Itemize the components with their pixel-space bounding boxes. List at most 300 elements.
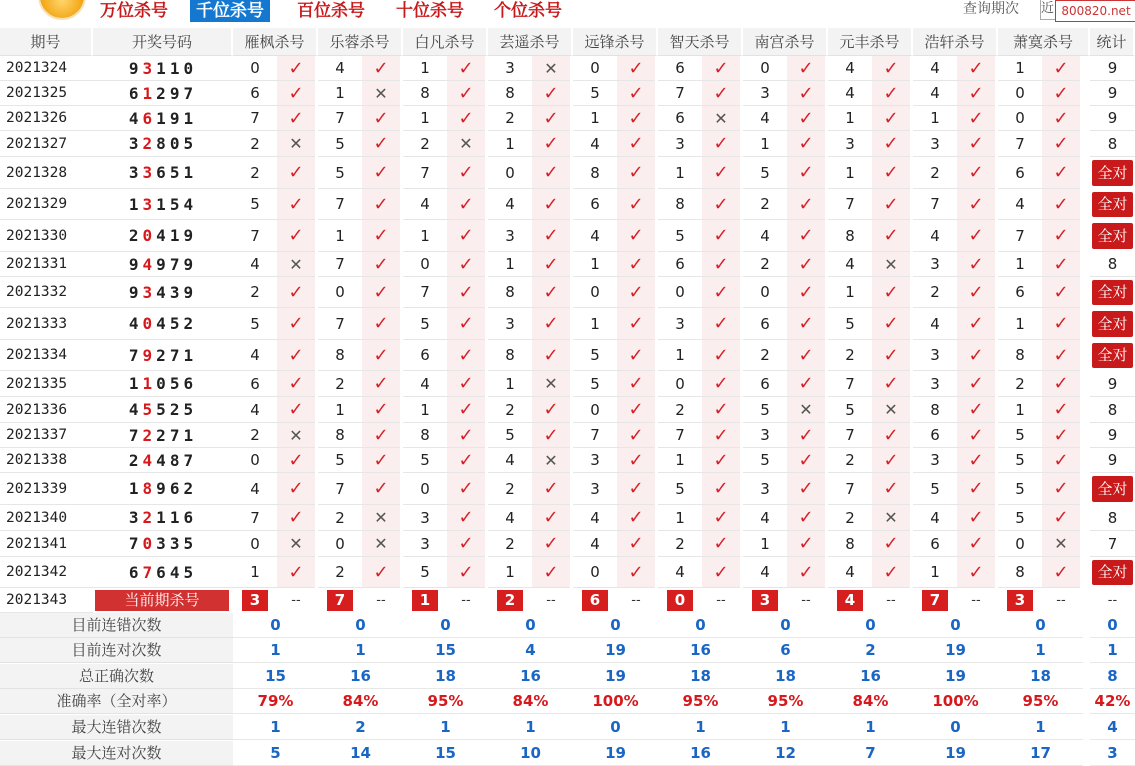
cross-icon: ✕ <box>872 397 910 423</box>
kill-value: 4 <box>488 189 532 220</box>
draw-digit: 1 <box>156 109 170 128</box>
current-kill-placeholder: -- <box>801 593 811 608</box>
check-icon: ✓ <box>532 131 570 157</box>
summary-label: 最大连错次数 <box>0 715 233 740</box>
draw-digit: 4 <box>156 314 170 333</box>
cross-icon: ✕ <box>1042 531 1080 557</box>
kill-value: 6 <box>658 106 702 131</box>
period-cell: 2021326 <box>0 106 93 131</box>
draw-digit: 6 <box>156 563 170 582</box>
draw-digit: 1 <box>183 163 198 182</box>
tab-ge-kill[interactable]: 个位杀号 <box>494 1 562 21</box>
check-icon: ✓ <box>872 423 910 448</box>
summary-label: 准确率（全对率） <box>0 689 233 714</box>
kill-value: 2 <box>488 531 532 557</box>
check-icon: ✓ <box>957 277 995 308</box>
check-icon: ✓ <box>277 56 315 81</box>
summary-value: 16 <box>488 664 573 689</box>
draw-digit: 2 <box>183 479 198 498</box>
kill-value: 6 <box>743 371 787 397</box>
check-icon: ✓ <box>447 423 485 448</box>
kill-value: 2 <box>658 397 702 423</box>
current-kill-label: 当前期杀号 <box>95 590 229 611</box>
draw-digit: 6 <box>183 508 198 527</box>
kill-value: 7 <box>403 277 447 308</box>
check-icon: ✓ <box>362 189 400 220</box>
kill-value: 5 <box>403 557 447 588</box>
check-icon: ✓ <box>957 106 995 131</box>
kill-value: 2 <box>233 277 277 308</box>
draw-digit: 9 <box>183 255 198 274</box>
draw-digit-highlight: 0 <box>142 226 157 245</box>
kill-value: 1 <box>318 220 362 252</box>
summary-value: 0 <box>743 613 828 638</box>
check-icon: ✓ <box>447 397 485 423</box>
kill-value: 8 <box>828 220 872 252</box>
kill-value: 6 <box>743 308 787 340</box>
check-icon: ✓ <box>1042 423 1080 448</box>
kill-value: 4 <box>913 81 957 106</box>
period-cell: 2021331 <box>0 252 93 277</box>
current-period: 2021343 <box>0 588 93 613</box>
current-kill-number: 2 <box>497 590 523 611</box>
summary-value: 95% <box>403 689 488 714</box>
draw-digit: 1 <box>156 508 170 527</box>
summary-value: 0 <box>573 715 658 740</box>
header-expert: 白凡杀号 <box>403 28 488 56</box>
period-cell: 2021341 <box>0 531 93 557</box>
current-kill-placeholder: -- <box>1056 593 1066 608</box>
check-icon: ✓ <box>447 531 485 557</box>
check-icon: ✓ <box>362 131 400 157</box>
check-icon: ✓ <box>957 81 995 106</box>
summary-value: 19 <box>573 741 658 766</box>
check-icon: ✓ <box>787 220 825 252</box>
cross-icon: ✕ <box>277 531 315 557</box>
kill-value: 5 <box>233 308 277 340</box>
check-icon: ✓ <box>957 340 995 371</box>
summary-value: 15 <box>233 664 318 689</box>
kill-value: 1 <box>828 157 872 189</box>
draw-digit: 9 <box>169 84 184 103</box>
draw-digit-highlight: 1 <box>142 84 157 103</box>
tab-wan-kill[interactable]: 万位杀号 <box>100 1 168 21</box>
kill-value: 7 <box>403 157 447 189</box>
kill-value: 3 <box>913 448 957 473</box>
check-icon: ✓ <box>702 473 740 505</box>
check-icon: ✓ <box>447 189 485 220</box>
stat-count: 9 <box>1090 371 1135 397</box>
summary-value: 95% <box>658 689 743 714</box>
summary-value: 0 <box>318 613 403 638</box>
tab-shi-kill[interactable]: 十位杀号 <box>396 1 464 21</box>
check-icon: ✓ <box>957 448 995 473</box>
kill-value: 8 <box>998 340 1042 371</box>
check-icon: ✓ <box>277 81 315 106</box>
check-icon: ✓ <box>702 157 740 189</box>
check-icon: ✓ <box>447 448 485 473</box>
draw-digit: 7 <box>183 451 198 470</box>
period-cell: 2021330 <box>0 220 93 252</box>
check-icon: ✓ <box>617 308 655 340</box>
check-icon: ✓ <box>702 557 740 588</box>
kill-value: 0 <box>743 277 787 308</box>
check-icon: ✓ <box>532 81 570 106</box>
check-icon: ✓ <box>957 131 995 157</box>
check-icon: ✓ <box>617 56 655 81</box>
kill-value: 7 <box>233 505 277 531</box>
kill-value: 2 <box>233 423 277 448</box>
period-cell: 2021332 <box>0 277 93 308</box>
check-icon: ✓ <box>872 81 910 106</box>
kill-value: 6 <box>403 340 447 371</box>
draw-digit: 1 <box>183 346 198 365</box>
kill-value: 1 <box>573 308 617 340</box>
draw-digit: 3 <box>128 134 143 153</box>
kill-value: 3 <box>743 423 787 448</box>
check-icon: ✓ <box>787 557 825 588</box>
kill-value: 3 <box>488 308 532 340</box>
summary-value: 19 <box>573 664 658 689</box>
summary-value: 1 <box>1090 638 1135 663</box>
draw-number <box>93 308 233 340</box>
summary-value: 15 <box>403 638 488 663</box>
kill-value: 5 <box>403 308 447 340</box>
kill-value: 1 <box>658 340 702 371</box>
draw-digit: 2 <box>169 400 184 419</box>
summary-value: 19 <box>573 638 658 663</box>
check-icon: ✓ <box>872 189 910 220</box>
kill-value: 1 <box>998 252 1042 277</box>
all-correct-badge: 全对 <box>1092 311 1133 337</box>
kill-value: 5 <box>998 423 1042 448</box>
check-icon: ✓ <box>787 157 825 189</box>
check-icon: ✓ <box>787 340 825 371</box>
kill-value: 8 <box>998 557 1042 588</box>
draw-number <box>93 448 233 473</box>
header-expert: 芸遥杀号 <box>488 28 573 56</box>
check-icon: ✓ <box>702 423 740 448</box>
draw-digit: 6 <box>128 84 143 103</box>
check-icon: ✓ <box>957 423 995 448</box>
check-icon: ✓ <box>787 423 825 448</box>
check-icon: ✓ <box>447 56 485 81</box>
header-expert: 南宫杀号 <box>743 28 828 56</box>
check-icon: ✓ <box>957 252 995 277</box>
summary-value: 19 <box>913 664 998 689</box>
summary-value: 100% <box>913 689 998 714</box>
draw-digit: 9 <box>183 283 198 302</box>
kill-value: 1 <box>488 252 532 277</box>
kill-value: 2 <box>743 252 787 277</box>
kill-value: 4 <box>403 371 447 397</box>
cross-icon: ✕ <box>532 448 570 473</box>
kill-value: 4 <box>573 131 617 157</box>
summary-label: 总正确次数 <box>0 664 233 689</box>
kill-value: 0 <box>488 157 532 189</box>
kill-value: 5 <box>318 157 362 189</box>
kill-value: 1 <box>573 252 617 277</box>
kill-value: 6 <box>998 277 1042 308</box>
stat-count: 9 <box>1090 448 1135 473</box>
kill-value: 0 <box>573 557 617 588</box>
period-cell: 2021338 <box>0 448 93 473</box>
period-cell: 2021342 <box>0 557 93 588</box>
summary-value: 0 <box>913 715 998 740</box>
kill-value: 1 <box>743 531 787 557</box>
kill-value: 0 <box>318 531 362 557</box>
draw-digit: 5 <box>183 563 198 582</box>
kill-value: 4 <box>488 505 532 531</box>
all-correct-badge: 全对 <box>1092 223 1133 249</box>
check-icon: ✓ <box>617 473 655 505</box>
check-icon: ✓ <box>362 157 400 189</box>
kill-value: 1 <box>403 56 447 81</box>
check-icon: ✓ <box>787 448 825 473</box>
summary-value: 18 <box>658 664 743 689</box>
draw-digit: 7 <box>128 534 143 553</box>
check-icon: ✓ <box>872 308 910 340</box>
period-cell: 2021324 <box>0 56 93 81</box>
check-icon: ✓ <box>787 531 825 557</box>
draw-digit-highlight: 3 <box>142 163 157 182</box>
draw-number <box>93 423 233 448</box>
draw-digit: 1 <box>169 226 184 245</box>
summary-value: 4 <box>1090 715 1135 740</box>
kill-value: 0 <box>998 531 1042 557</box>
draw-digit: 5 <box>183 134 198 153</box>
draw-digit: 1 <box>183 426 198 445</box>
check-icon: ✓ <box>447 252 485 277</box>
kill-value: 1 <box>998 308 1042 340</box>
check-icon: ✓ <box>277 189 315 220</box>
check-icon: ✓ <box>447 106 485 131</box>
kill-value: 5 <box>403 448 447 473</box>
kill-value: 5 <box>998 448 1042 473</box>
draw-number <box>93 252 233 277</box>
check-icon: ✓ <box>447 220 485 252</box>
kill-value: 3 <box>913 371 957 397</box>
kill-value: 2 <box>318 557 362 588</box>
kill-value: 6 <box>233 81 277 106</box>
draw-digit: 1 <box>183 109 198 128</box>
kill-value: 4 <box>573 220 617 252</box>
summary-value: 16 <box>828 664 913 689</box>
check-icon: ✓ <box>702 56 740 81</box>
summary-value: 19 <box>913 638 998 663</box>
check-icon: ✓ <box>787 56 825 81</box>
kill-value: 0 <box>998 81 1042 106</box>
kill-value: 4 <box>403 189 447 220</box>
kill-value: 7 <box>318 473 362 505</box>
draw-digit-highlight: 3 <box>142 59 157 78</box>
summary-value: 1 <box>743 715 828 740</box>
draw-digit: 7 <box>128 426 143 445</box>
period-cell: 2021328 <box>0 157 93 189</box>
kill-value: 8 <box>913 397 957 423</box>
kill-value: 2 <box>828 340 872 371</box>
check-icon: ✓ <box>702 308 740 340</box>
check-icon: ✓ <box>617 531 655 557</box>
check-icon: ✓ <box>532 308 570 340</box>
draw-digit: 5 <box>169 163 184 182</box>
draw-digit: 4 <box>156 283 170 302</box>
draw-digit: 3 <box>128 163 143 182</box>
draw-digit: 5 <box>183 400 198 419</box>
draw-number <box>93 397 233 423</box>
draw-number <box>93 81 233 106</box>
check-icon: ✓ <box>957 531 995 557</box>
draw-digit-highlight: 5 <box>142 400 157 419</box>
check-icon: ✓ <box>957 371 995 397</box>
summary-value: 10 <box>488 741 573 766</box>
kill-value: 4 <box>658 557 702 588</box>
check-icon: ✓ <box>1042 106 1080 131</box>
kill-value: 6 <box>913 531 957 557</box>
check-icon: ✓ <box>277 448 315 473</box>
check-icon: ✓ <box>617 448 655 473</box>
check-icon: ✓ <box>787 131 825 157</box>
kill-value: 1 <box>658 505 702 531</box>
draw-number <box>93 371 233 397</box>
draw-digit: 1 <box>169 59 184 78</box>
stat-count: 9 <box>1090 56 1135 81</box>
stat-count: 9 <box>1090 106 1135 131</box>
draw-digit: 4 <box>128 109 143 128</box>
cross-icon: ✕ <box>872 252 910 277</box>
stat-count: 8 <box>1090 397 1135 423</box>
check-icon: ✓ <box>1042 252 1080 277</box>
check-icon: ✓ <box>277 308 315 340</box>
kill-value: 7 <box>658 423 702 448</box>
kill-value: 8 <box>488 81 532 106</box>
kill-value: 0 <box>573 56 617 81</box>
period-cell: 2021325 <box>0 81 93 106</box>
draw-digit: 2 <box>128 226 143 245</box>
kill-value: 7 <box>318 106 362 131</box>
check-icon: ✓ <box>277 106 315 131</box>
check-icon: ✓ <box>532 423 570 448</box>
all-correct-badge: 全对 <box>1092 192 1133 217</box>
kill-value: 4 <box>913 56 957 81</box>
all-correct-badge: 全对 <box>1092 280 1133 305</box>
current-kill-placeholder: -- <box>291 593 301 608</box>
kill-value: 7 <box>998 131 1042 157</box>
current-kill-number: 6 <box>582 590 608 611</box>
kill-value: 4 <box>828 56 872 81</box>
query-period-select[interactable]: 近 <box>1040 0 1060 20</box>
current-kill-placeholder: -- <box>376 593 386 608</box>
all-correct-badge: 全对 <box>1092 476 1133 502</box>
summary-value: 15 <box>403 741 488 766</box>
check-icon: ✓ <box>702 340 740 371</box>
draw-digit: 2 <box>156 346 170 365</box>
kill-value: 4 <box>743 106 787 131</box>
draw-digit-highlight: 2 <box>142 426 157 445</box>
kill-value: 2 <box>828 448 872 473</box>
check-icon: ✓ <box>617 131 655 157</box>
stat-count: 9 <box>1090 423 1135 448</box>
summary-value: 16 <box>658 638 743 663</box>
tab-bai-kill[interactable]: 百位杀号 <box>297 1 365 21</box>
kill-value: 2 <box>233 131 277 157</box>
check-icon: ✓ <box>787 189 825 220</box>
summary-value: 0 <box>233 613 318 638</box>
check-icon: ✓ <box>447 81 485 106</box>
check-icon: ✓ <box>362 220 400 252</box>
current-kill-number: 7 <box>922 590 948 611</box>
check-icon: ✓ <box>617 277 655 308</box>
kill-value: 1 <box>658 157 702 189</box>
check-icon: ✓ <box>447 308 485 340</box>
check-icon: ✓ <box>787 106 825 131</box>
draw-number <box>93 531 233 557</box>
draw-digit: 4 <box>128 314 143 333</box>
cross-icon: ✕ <box>532 371 570 397</box>
draw-digit: 3 <box>169 283 184 302</box>
check-icon: ✓ <box>362 252 400 277</box>
draw-number <box>93 189 233 220</box>
summary-value: 7 <box>828 741 913 766</box>
kill-value: 1 <box>318 397 362 423</box>
draw-digit: 6 <box>156 163 170 182</box>
kill-value: 7 <box>828 189 872 220</box>
kill-value: 7 <box>318 189 362 220</box>
draw-digit: 7 <box>169 346 184 365</box>
kill-value: 4 <box>913 220 957 252</box>
current-kill-number: 1 <box>412 590 438 611</box>
kill-value: 3 <box>658 308 702 340</box>
period-cell: 2021336 <box>0 397 93 423</box>
kill-value: 7 <box>658 81 702 106</box>
kill-value: 3 <box>828 131 872 157</box>
check-icon: ✓ <box>1042 81 1080 106</box>
kill-value: 4 <box>573 531 617 557</box>
kill-value: 4 <box>488 448 532 473</box>
kill-value: 3 <box>743 81 787 106</box>
kill-value: 1 <box>403 106 447 131</box>
summary-label: 目前连对次数 <box>0 638 233 663</box>
draw-digit-highlight: 3 <box>142 283 157 302</box>
draw-digit: 1 <box>128 479 143 498</box>
draw-digit: 5 <box>156 400 170 419</box>
tab-qian-kill[interactable]: 千位杀号 <box>190 0 270 22</box>
check-icon: ✓ <box>532 277 570 308</box>
check-icon: ✓ <box>617 106 655 131</box>
logo <box>38 0 86 20</box>
kill-value: 4 <box>828 81 872 106</box>
check-icon: ✓ <box>957 557 995 588</box>
cross-icon: ✕ <box>787 397 825 423</box>
check-icon: ✓ <box>787 252 825 277</box>
kill-value: 0 <box>998 106 1042 131</box>
summary-value: 6 <box>743 638 828 663</box>
kill-value: 0 <box>233 56 277 81</box>
check-icon: ✓ <box>532 252 570 277</box>
draw-digit-highlight: 6 <box>142 109 157 128</box>
kill-value: 1 <box>658 448 702 473</box>
draw-digit: 9 <box>156 479 170 498</box>
check-icon: ✓ <box>617 371 655 397</box>
summary-value: 100% <box>573 689 658 714</box>
check-icon: ✓ <box>702 131 740 157</box>
kill-value: 7 <box>318 252 362 277</box>
kill-value: 0 <box>658 277 702 308</box>
kill-value: 2 <box>488 473 532 505</box>
kill-value: 2 <box>828 505 872 531</box>
draw-digit: 1 <box>156 195 170 214</box>
kill-value: 1 <box>913 106 957 131</box>
